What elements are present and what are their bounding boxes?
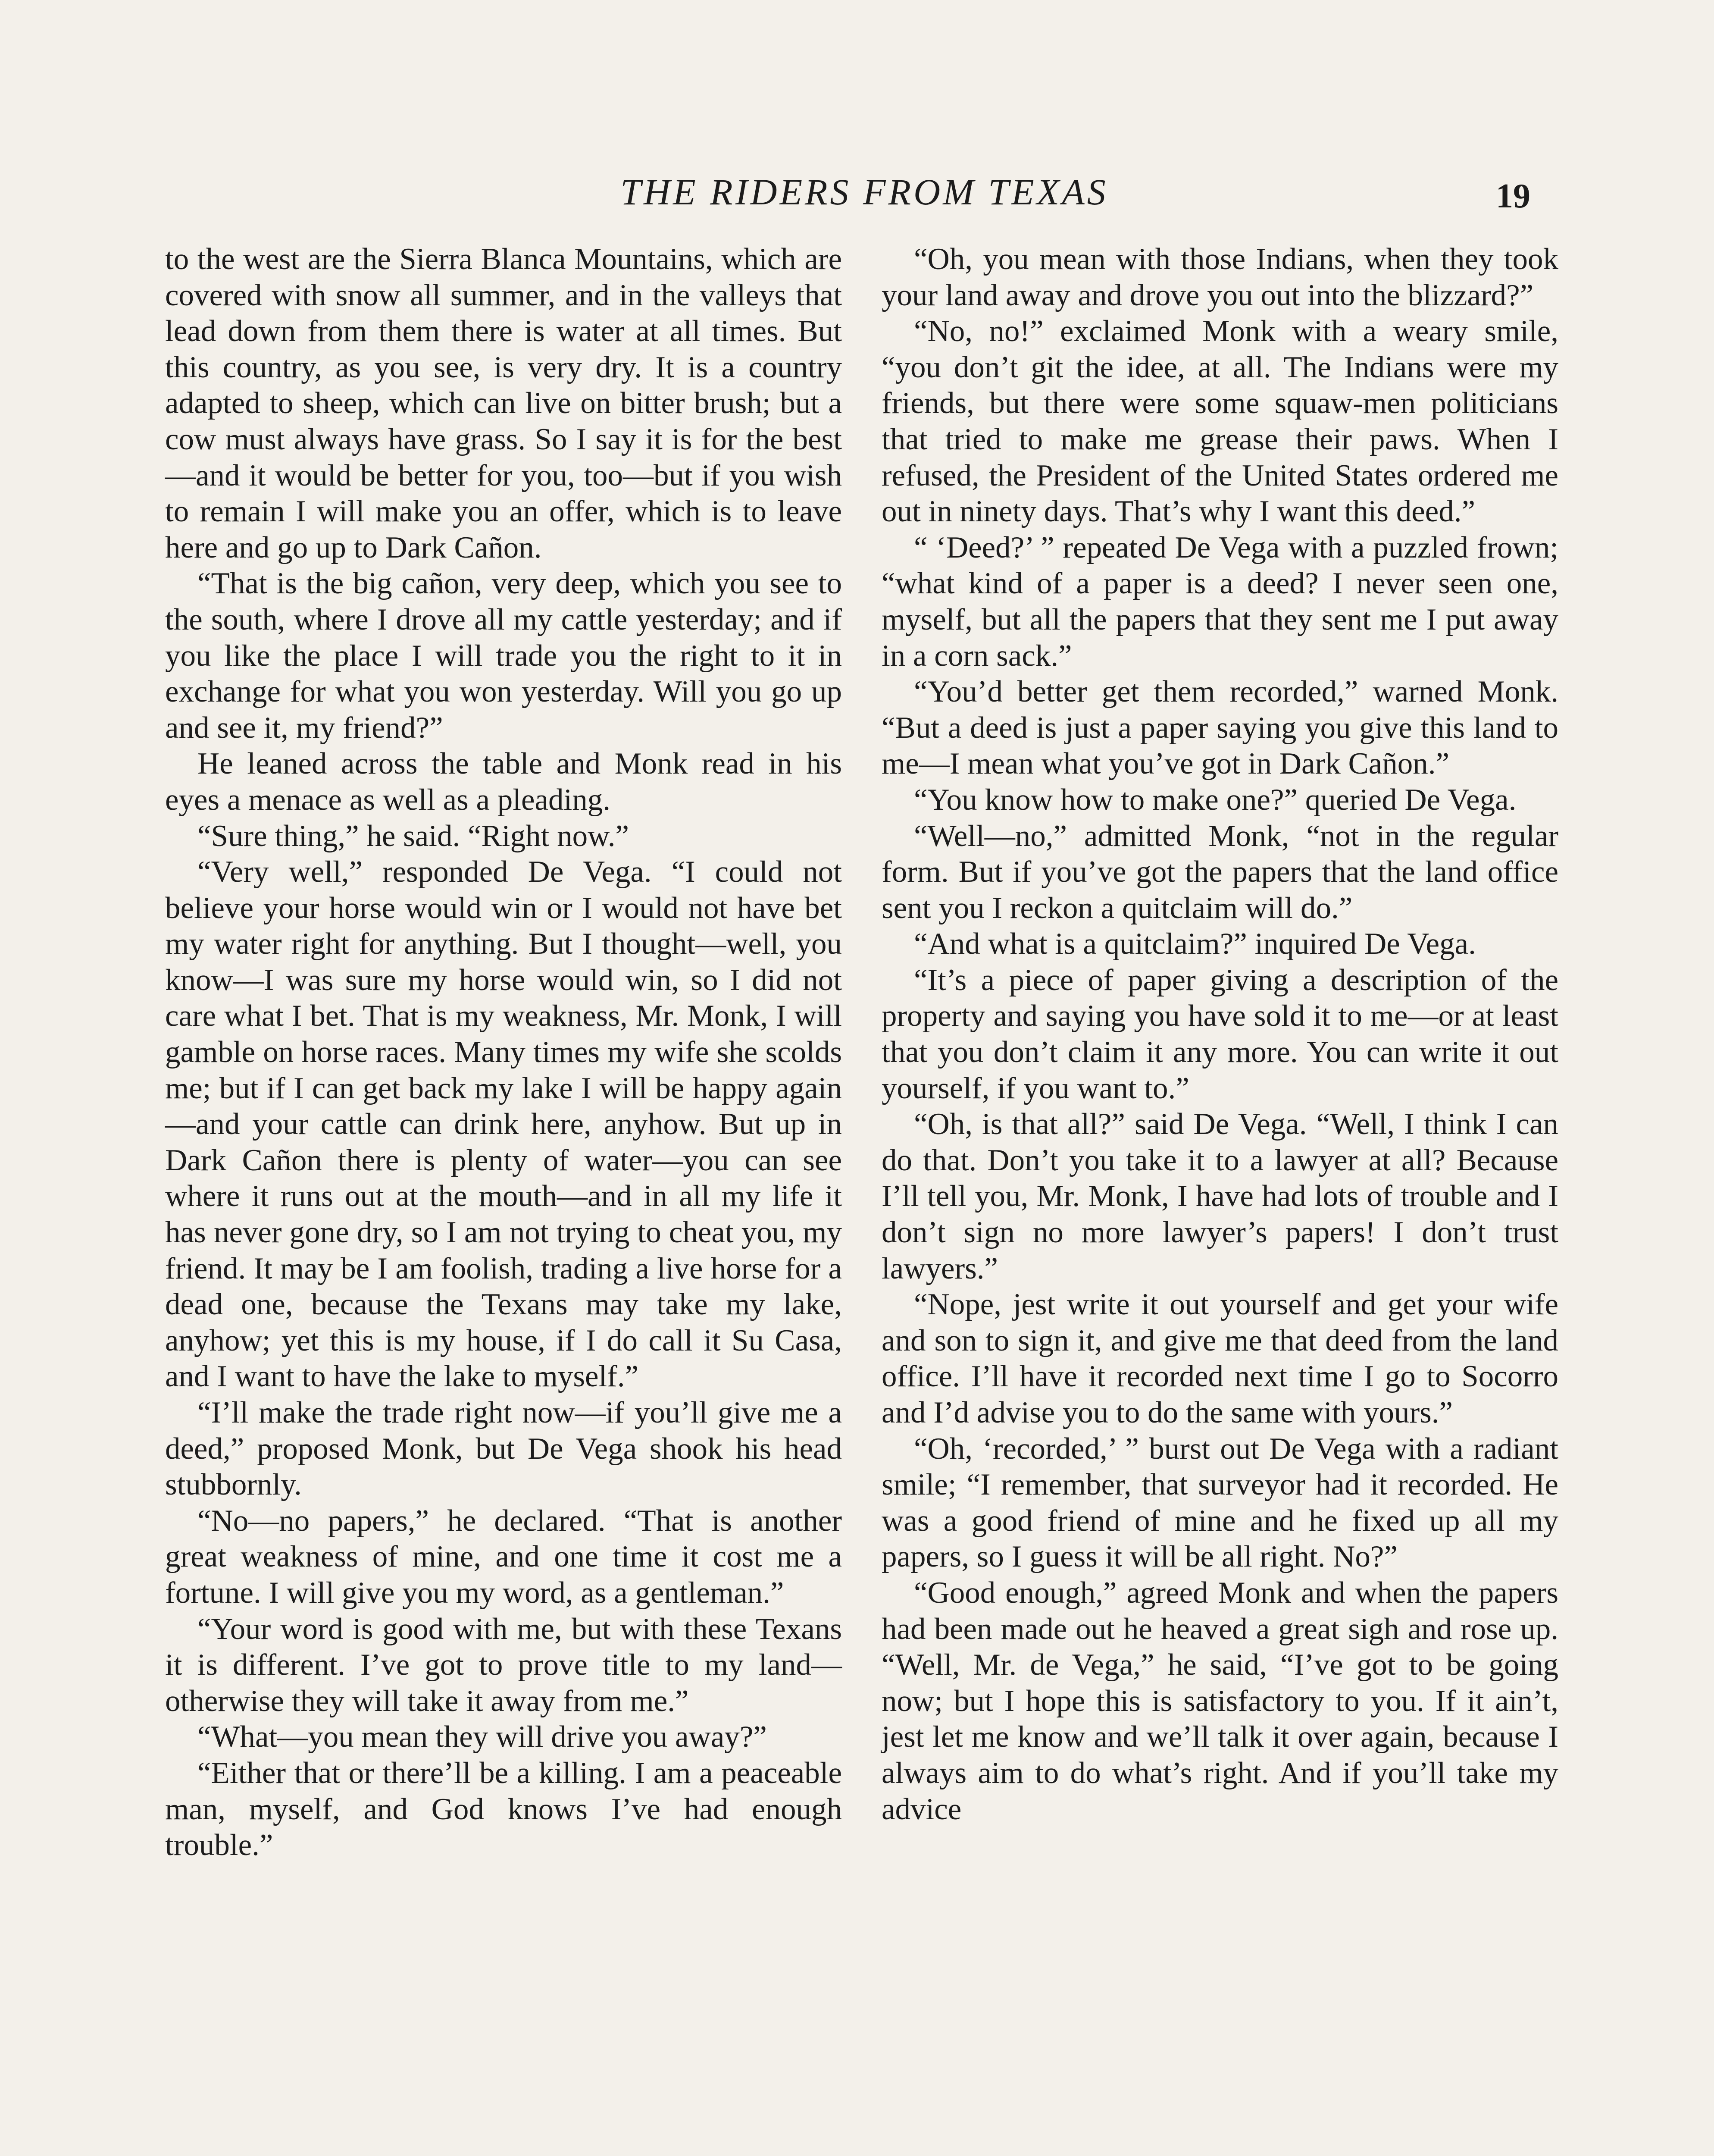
paragraph: “Oh, you mean with those Indians, when they took your land away and drove you out into the blizzard?” — [882, 242, 1558, 312]
paragraph: “Either that or there’ll be a killing. I am a peaceable man, myself, and God knows I’ve had enough trouble.” — [165, 1756, 842, 1862]
paragraph: “It’s a piece of paper giving a description of the property and saying you have sold it to me—or at least that you don’t claim it any more. You can write it out yourself, if you want to.” — [882, 963, 1558, 1105]
paragraph: “Nope, jest write it out yourself and get your wife and son to sign it, and give me that deed from the land office. I’ll have it recorded next time I go to Socorro and I’d advise you to do the same with yours.” — [882, 1288, 1558, 1429]
paragraph: “ ‘Deed?’ ” repeated De Vega with a puzzled frown; “what kind of a paper is a deed? I never seen one, myself, but all the papers that they sent me I put away in a corn sack.” — [882, 530, 1558, 673]
paragraph: “You’d better get them recorded,” warned Monk. “But a deed is just a paper saying you give this land to me—I mean what you’ve got in Dark Cañon.” — [882, 675, 1558, 781]
left-text-column — [165, 241, 842, 1864]
paragraph: to the west are the Sierra Blanca Mountains, which are covered with snow all summer, and in the valleys that lead down from them there is water at all times. But this country, as you see, is very dry. It is a country adapted to sheep, which can live on bitter brush; but a cow must always have grass. So I say it is for the best—and it would be better for you, too—but if you wish to remain I will make you an offer, which is to leave here and go up to Dark Cañon. — [165, 242, 842, 564]
paragraph: “Well—no,” admitted Monk, “not in the regular form. But if you’ve got the papers that the land office sent you I reckon a quitclaim will do.” — [882, 819, 1558, 925]
paragraph: “That is the big cañon, very deep, which you see to the south, where I drove all my cattle yesterday; and if you like the place I will trade you the right to it in exchange for what you won yesterday. Will you go up and see it, my friend?” — [165, 567, 842, 745]
paragraph: “I’ll make the trade right now—if you’ll give me a deed,” proposed Monk, but De Vega shook his head stubbornly. — [165, 1396, 842, 1502]
paragraph: “Oh, is that all?” said De Vega. “Well, I think I can do that. Don’t you take it to a lawyer at all? Because I’ll tell you, Mr. Monk, I have had lots of trouble and I don’t sign no more lawyer’s papers! I don’t trust lawyers.” — [882, 1107, 1558, 1285]
right-text-column — [882, 241, 1558, 1827]
page-number: 19 — [1496, 177, 1530, 215]
paragraph: “Very well,” responded De Vega. “I could not believe your horse would win or I would not have bet my water right for anything. But I thought—well, you know—I was sure my horse would win, so I did not care what I bet. That is my weakness, Mr. Monk, I will gamble on horse races. Many times my wife she scolds me; but if I can get back my lake I will be happy again—and your cattle can drink here, anyhow. But up in Dark Cañon there is plenty of water—you can see where it runs out at the mouth—and in all my life it has never gone dry, so I am not trying to cheat you, my friend. It may be I am foolish, trading a live horse for a dead one, because the Texans may take my lake, anyhow; yet this is my house, if I do call it Su Casa, and I want to have the lake to myself.” — [165, 855, 842, 1394]
paragraph: He leaned across the table and Monk read in his eyes a menace as well as a pleading. — [165, 747, 842, 817]
paragraph: “Sure thing,” he said. “Right now.” — [197, 819, 629, 853]
paragraph: “No, no!” exclaimed Monk with a weary smile, “you don’t git the idee, at all. The Indians were my friends, but there were some squaw-men politicians that tried to make me grease their paws. When I refused, the President of the United States ordered me out in ninety days. That’s why I want this deed.” — [882, 314, 1558, 529]
paragraph: “Oh, ‘recorded,’ ” burst out De Vega with a radiant smile; “I remember, that surveyor had it recorded. He was a good friend of mine and he fixed up all my papers, so I guess it will be all right. No?” — [882, 1432, 1558, 1574]
paragraph: “What—you mean they will drive you away?” — [197, 1720, 767, 1754]
paragraph: “Your word is good with me, but with these Texans it is different. I’ve got to prove title to my land—otherwise they will take it away from me.” — [165, 1612, 842, 1718]
running-title: THE RIDERS FROM TEXAS — [620, 171, 1108, 213]
paragraph: “Good enough,” agreed Monk and when the papers had been made out he heaved a great sigh and rose up. “Well, Mr. de Vega,” he said, “I’ve got to be going now; but I hope this is satisfactory to you. If it ain’t, jest let me know and we’ll talk it over again, because I always aim to do what’s right. And if you’ll take my advice — [882, 1576, 1558, 1826]
paragraph: “You know how to make one?” queried De Vega. — [914, 783, 1517, 817]
paragraph: “No—no papers,” he declared. “That is another great weakness of mine, and one time it cost me a fortune. I will give you my word, as a gentleman.” — [165, 1504, 842, 1610]
paragraph: “And what is a quitclaim?” inquired De Vega. — [914, 927, 1476, 961]
